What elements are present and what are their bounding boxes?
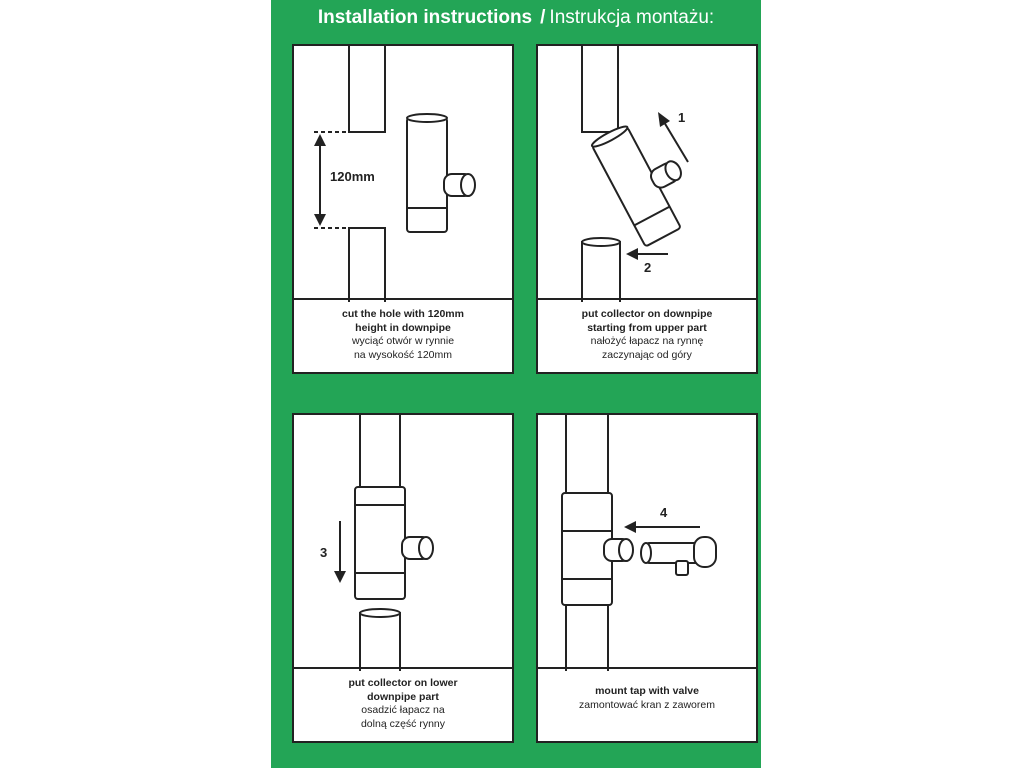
lower-downpipe — [349, 228, 385, 302]
dimension-arrow-down — [314, 214, 326, 226]
step-3-panel — [292, 413, 514, 743]
arrow-4-label: 4 — [660, 505, 668, 520]
caption-pl-line-2: na wysokość 120mm — [353, 348, 453, 361]
arrow-3-head — [334, 571, 346, 583]
caption-en-line-1: put collector on downpipe — [581, 308, 713, 320]
step-1-diagram — [294, 46, 512, 302]
step-4-panel — [536, 413, 758, 743]
lower-downpipe — [582, 242, 620, 302]
dimension-label: 120mm — [330, 169, 375, 184]
step-1-caption — [294, 298, 512, 372]
caption-pl-line-1: nałożyć łapacz na rynnę — [590, 335, 704, 347]
rain-collector — [562, 493, 633, 605]
caption-en-line-1: cut the hole with 120mm — [342, 308, 464, 320]
step-2-caption — [538, 298, 756, 372]
arrow-3-label: 3 — [320, 545, 328, 560]
title-english: Installation instructions — [317, 7, 533, 28]
upper-downpipe — [582, 46, 618, 132]
caption-pl-line-1: zamontować kran z zaworem — [579, 698, 715, 711]
step-2-panel — [536, 44, 758, 374]
caption-en-line-2: height in downpipe — [355, 321, 451, 334]
step-3-caption — [294, 667, 512, 741]
caption-en-line-1: mount tap with valve — [595, 685, 699, 697]
caption-pl-line-1: wyciąć otwór w rynnie — [351, 335, 455, 347]
step-3-diagram — [294, 415, 512, 671]
caption-pl-line-2: dolną część rynny — [360, 717, 446, 730]
lower-pipe-top — [582, 238, 620, 246]
arrow-2-label: 2 — [644, 260, 652, 275]
page-title — [271, 6, 761, 30]
rain-collector — [355, 487, 433, 599]
arrow-1-shaft — [664, 122, 688, 162]
arrow-1-head — [658, 112, 670, 127]
title-polish: Instrukcja montażu: — [549, 7, 715, 28]
arrow-4-head — [624, 521, 636, 533]
title-separator: / — [540, 7, 546, 28]
arrow-2-head — [626, 248, 638, 260]
upper-downpipe — [349, 46, 385, 132]
caption-en-line-2: downpipe part — [367, 690, 439, 703]
rain-collector — [407, 114, 475, 232]
step-4-diagram — [538, 415, 756, 671]
lower-downpipe — [360, 613, 400, 671]
caption-en-line-2: starting from upper part — [587, 321, 707, 334]
step-1-panel — [292, 44, 514, 374]
tap-with-valve — [641, 537, 716, 575]
step-4-caption — [538, 667, 756, 741]
instruction-sheet — [271, 0, 761, 768]
step-2-diagram — [538, 46, 756, 302]
caption-pl-line-1: osadzić łapacz na — [361, 704, 445, 716]
dimension-arrow-up — [314, 134, 326, 146]
caption-en-line-1: put collector on lower — [348, 677, 458, 689]
arrow-1-label: 1 — [678, 110, 686, 125]
lower-pipe-top — [360, 609, 400, 617]
caption-pl-line-2: zaczynając od góry — [602, 348, 692, 361]
